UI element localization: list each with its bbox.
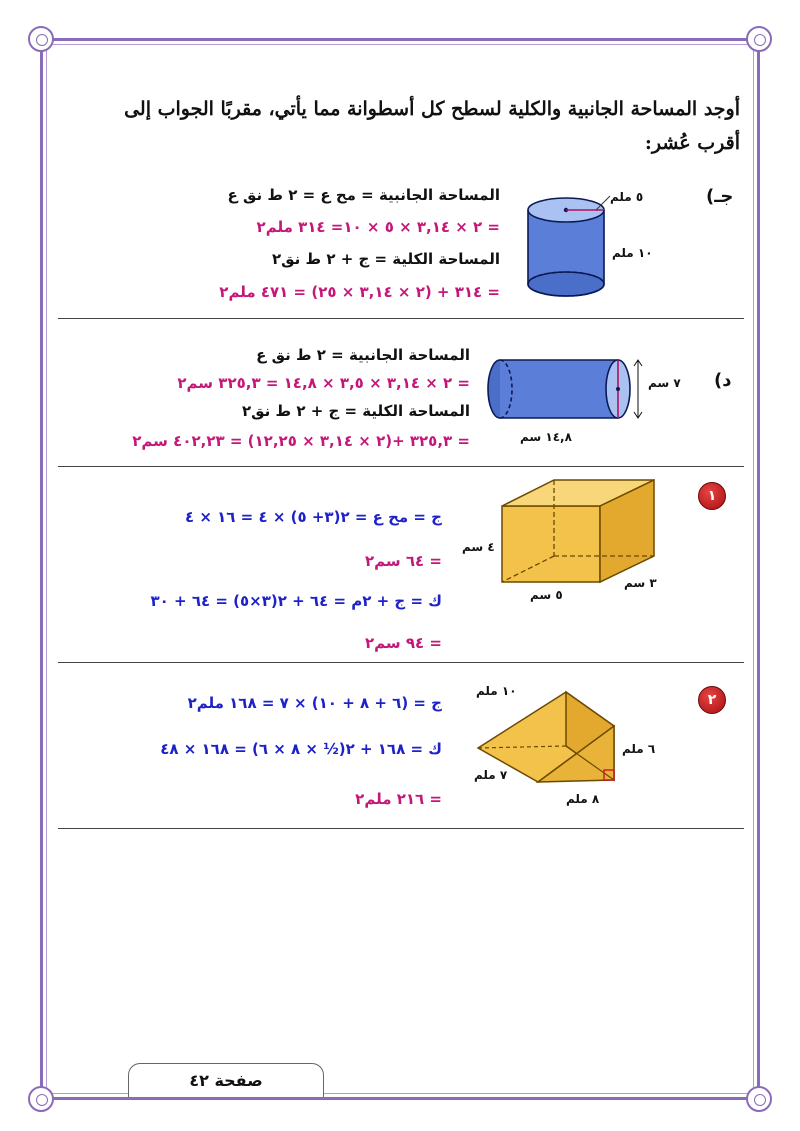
problem-number-badge: ٢ [698, 686, 726, 714]
equation-line: = ٣٢٥,٣ +(٢ × ٣,١٤ × ١٢,٢٥) = ٤٠٢,٢٣ سم٢ [132, 432, 470, 450]
problem-label-j: جـ) [706, 186, 734, 207]
instruction-text: أوجد المساحة الجانبية والكلية لسطح كل أسطوانة مما يأتي، مقربًا الجواب إلى أقرب عُشر: [124, 98, 740, 154]
dimension-label-diameter: ٧ سم [648, 376, 681, 390]
corner-ornament-icon [746, 26, 772, 52]
equation-line: = ٢ × ٣,١٤ × ٥ × ١٠= ٣١٤ ملم٢ [256, 218, 500, 236]
section-divider [58, 318, 744, 319]
equation-line: المساحة الكلية = ج + ٢ ط نق٢ [241, 402, 470, 420]
equation-line: = ٣١٤ + (٢ × ٣,١٤ × ٢٥) = ٤٧١ ملم٢ [219, 283, 500, 301]
equation-line: ج = مح ع = ٢(٣+ ٥) × ٤ = ١٦ × ٤ [184, 508, 442, 526]
section-divider [58, 466, 744, 467]
equation-line: المساحة الكلية = ج + ٢ ط نق٢ [271, 250, 500, 268]
rectangular-prism-figure [498, 478, 658, 588]
page-number-tab [128, 1063, 324, 1097]
corner-ornament-icon [28, 1086, 54, 1112]
corner-ornament-icon [28, 26, 54, 52]
corner-ornament-icon [746, 1086, 772, 1112]
dimension-label-base: ٨ ملم [566, 792, 600, 806]
equation-line: = ٢١٦ ملم٢ [355, 790, 442, 808]
dimension-label-length: ٥ سم [530, 588, 563, 602]
equation-line: ك = ج + ٢م = ٦٤ + ٢(٣×٥) = ٦٤ + ٣٠ [150, 592, 442, 610]
section-divider [58, 828, 744, 829]
equation-line: ك = ١٦٨ + ٢(½ × ٨ × ٦) = ١٦٨ × ٤٨ [160, 740, 442, 758]
problem-label-d: د) [714, 370, 732, 391]
dimension-label-height: ١٠ ملم [612, 246, 653, 260]
dimension-label-hyp: ١٠ ملم [476, 684, 517, 698]
section-divider [58, 662, 744, 663]
equation-line: المساحة الجانبية = ٢ ط نق ع [256, 346, 470, 364]
equation-line: = ٩٤ سم٢ [364, 634, 442, 652]
page-number-label: صفحة ٤٢ [189, 1071, 263, 1090]
equation-line: المساحة الجانبية = مح ع = ٢ ط نق ع [227, 186, 500, 204]
dimension-label-slant: ٧ ملم [474, 768, 508, 782]
equation-line: ج = (٦ + ٨ + ١٠) × ٧ = ١٦٨ ملم٢ [187, 694, 442, 712]
equation-line: = ٦٤ سم٢ [364, 552, 442, 570]
problem-number-badge: ١ [698, 482, 726, 510]
dimension-label-length: ١٤,٨ سم [520, 430, 572, 444]
cylinder-upright-figure [520, 192, 620, 304]
dimension-label-width: ٣ سم [624, 576, 657, 590]
dimension-label-height: ٤ سم [462, 540, 495, 554]
equation-line: = ٢ × ٣,١٤ × ٣,٥ × ١٤,٨ = ٣٢٥,٣ سم٢ [177, 374, 470, 392]
dimension-label-radius: ٥ ملم [610, 190, 644, 204]
cylinder-horizontal-figure [480, 354, 640, 428]
dimension-label-height: ٦ ملم [622, 742, 656, 756]
